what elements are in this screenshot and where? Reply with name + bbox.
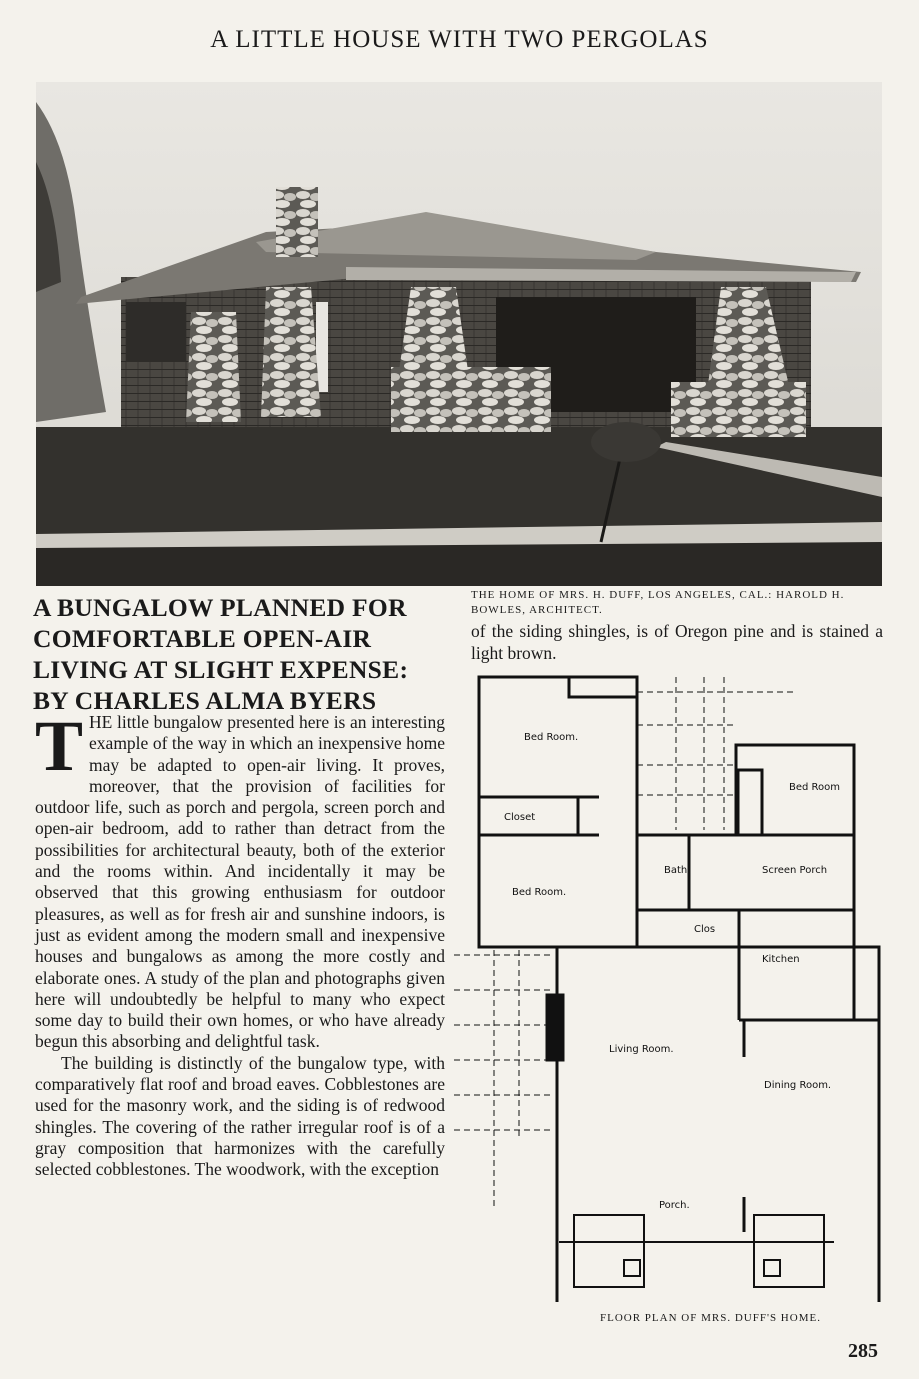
paragraph-1 (35, 706, 445, 1053)
bungalow-photo (36, 82, 882, 586)
floor-plan-caption: FLOOR PLAN OF MRS. DUFF'S HOME. (600, 1312, 821, 1324)
label-bedroom-3: Bed Room (789, 782, 841, 793)
label-porch: Porch. (659, 1200, 690, 1211)
label-clos: Clos (694, 924, 716, 935)
paragraph-1-text: HE little bungalow presented here is an interesting example of the way in which an inexpensive home may be adapted to open-air living. It proves, moreover, that the provision of facilities for outdoor life, such as porch and pergola, screen porch and open-air bedroom, add to rather than detract from the possibilities for architectural beauty, both of the exterior and the rooms within. And incidentally it may be observed that this growing enthusiasm for outdoor pleasures, as well as for fresh air and sunshine indoors, is just as evident among the modern small and inexpensive houses and bungalows as among the more costly and elaborate ones. A study of the plan and photographs given here will undoubtedly be helpful to many who expect some day to build their own homes, or who have already begun this absorbing and delightful task. (35, 712, 445, 1052)
label-living-room: Living Room. (609, 1044, 674, 1055)
article-headline: A BUNGALOW PLANNED FOR COMFORTABLE OPEN-AIR LIVING AT SLIGHT EXPENSE: BY CHARLES ALMA BYERS (33, 593, 409, 715)
label-bath: Bath (664, 865, 688, 876)
label-bedroom-2: Bed Room. (512, 887, 567, 898)
drop-cap: T (35, 706, 84, 786)
page-title: A LITTLE HOUSE WITH TWO PERGOLAS (210, 26, 709, 53)
floor-plan (454, 670, 884, 1302)
article-body-left (35, 706, 445, 1181)
label-bedroom-1: Bed Room. (524, 732, 579, 743)
label-screen-porch: Screen Porch (762, 865, 828, 876)
article-body-right: of the siding shingles, is of Oregon pine and is stained a light brown. (471, 621, 883, 663)
paragraph-2: The building is distinctly of the bungalow type, with comparatively flat roof and broad eaves. Cobblestones are used for the masonry work, and the siding is of redwood shingles. The covering of the rather irregular roof is of a gray composition that harmonizes with the carefully selected cobblestones. The woodwork, with the exception (35, 1052, 445, 1180)
label-closet: Closet (504, 812, 536, 823)
photo-caption: THE HOME OF MRS. H. DUFF, LOS ANGELES, CAL.: HAROLD H. BOWLES, ARCHITECT. (471, 589, 845, 616)
page-number: 285 (848, 1340, 878, 1362)
label-dining-room: Dining Room. (764, 1080, 832, 1091)
label-kitchen: Kitchen (762, 954, 800, 965)
